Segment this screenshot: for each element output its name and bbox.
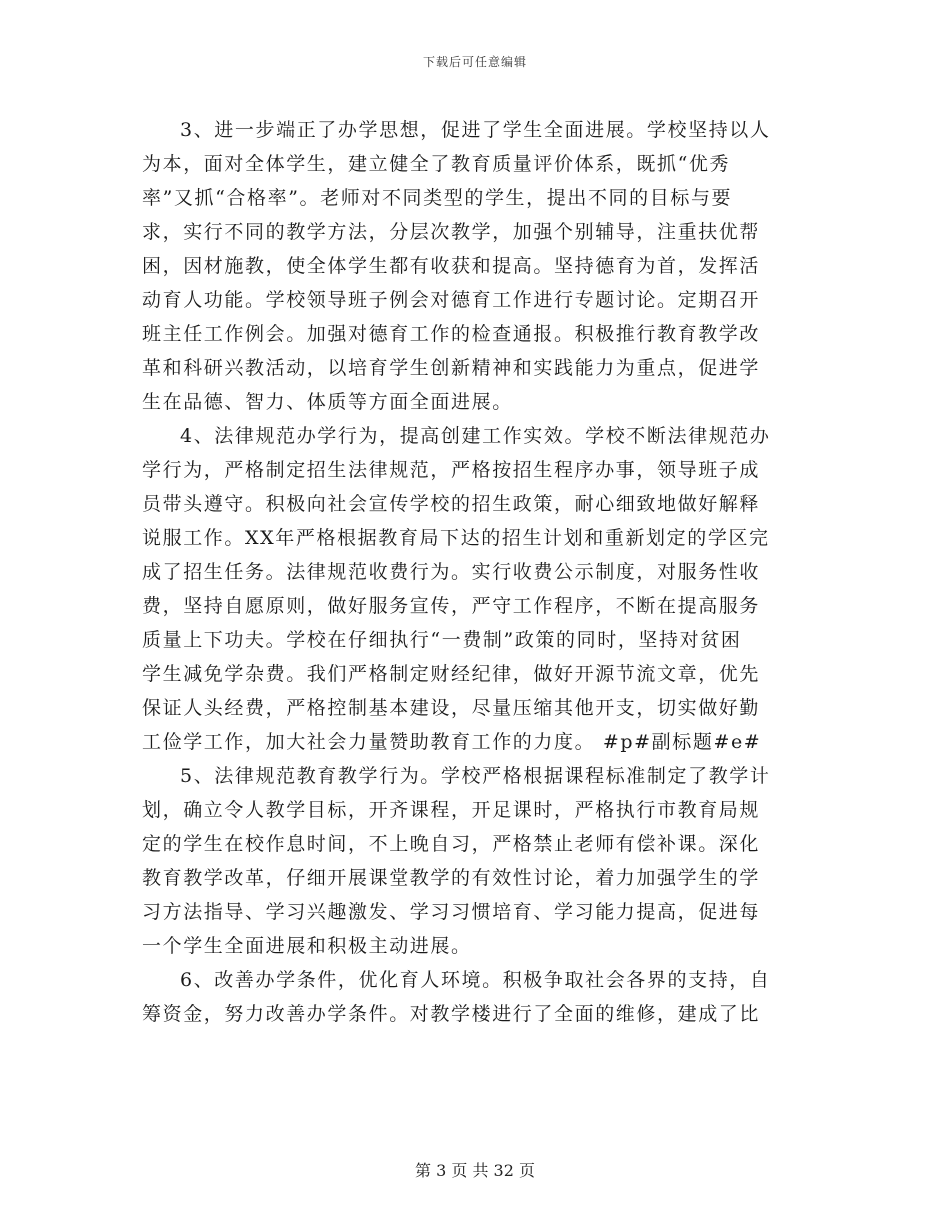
paragraph-line: 生在品德、智力、体质等方面全面进展。 (142, 391, 513, 413)
paragraph-line: 班主任工作例会。加强对德育工作的检查通报。积极推行教育教学改 (142, 323, 761, 345)
paragraph-line: 质量上下功夫。学校在仔细执行“一费制”政策的同时，坚持对贫困 (142, 629, 742, 651)
paragraph-line: 教育教学改革，仔细开展课堂教学的有效性讨论，着力加强学生的学 (142, 867, 761, 889)
paragraph-line: 工俭学工作，加大社会力量赞助教育工作的力度。 #p#副标题#e# (142, 731, 762, 753)
paragraph-first-line: 4、法律规范办学行为，提高创建工作实效。学校不断法律规范办 (180, 425, 771, 447)
paragraph-first-line: 3、进一步端正了办学思想，促进了学生全面进展。学校坚持以人 (180, 119, 771, 141)
paragraph-line: 成了招生任务。法律规范收费行为。实行收费公示制度，对服务性收 (142, 561, 761, 583)
paragraph-line: 学生减免学杂费。我们严格制定财经纪律，做好开源节流文章，优先 (142, 663, 761, 685)
paragraph-line: 革和科研兴教活动，以培育学生创新精神和实践能力为重点，促进学 (142, 357, 761, 379)
paragraph-line: 学行为，严格制定招生法律规范，严格按招生程序办事，领导班子成 (142, 459, 761, 481)
paragraph-line: 求，实行不同的教学方法，分层次教学，加强个别辅导，注重扶优帮 (142, 221, 761, 243)
paragraph-line: 说服工作。XX年严格根据教育局下达的招生计划和重新划定的学区完 (142, 527, 770, 549)
page-number: 第 3 页 共 32 页 (415, 1161, 535, 1180)
paragraph-line: 率”又抓“合格率”。老师对不同类型的学生，提出不同的目标与要 (142, 187, 733, 209)
paragraph-line: 保证人头经费，严格控制基本建设，尽量压缩其他开支，切实做好勤 (142, 697, 761, 719)
paragraph-line: 习方法指导、学习兴趣激发、学习习惯培育、学习能力提高，促进每 (142, 901, 761, 923)
header-note: 下载后可任意编辑 (422, 55, 527, 69)
paragraph-line: 费，坚持自愿原则，做好服务宣传，严守工作程序，不断在提高服务 (142, 595, 761, 617)
paragraph-line: 筹资金，努力改善办学条件。对教学楼进行了全面的维修，建成了比 (142, 1003, 761, 1025)
paragraph-first-line: 5、法律规范教育教学行为。学校严格根据课程标准制定了教学计 (180, 765, 771, 787)
paragraph-line: 动育人功能。学校领导班子例会对德育工作进行专题讨论。定期召开 (142, 289, 761, 311)
document-body (142, 113, 800, 1031)
paragraph-line: 划，确立令人教学目标，开齐课程，开足课时，严格执行市教育局规 (142, 799, 761, 821)
paragraph-line: 员带头遵守。积极向社会宣传学校的招生政策，耐心细致地做好解释 (142, 493, 761, 515)
paragraph-first-line: 6、改善办学条件，优化育人环境。积极争取社会各界的支持，自 (180, 969, 771, 991)
paragraph-line: 为本，面对全体学生，建立健全了教育质量评价体系，既抓“优秀 (142, 153, 731, 175)
paragraph-line: 定的学生在校作息时间，不上晚自习，严格禁止老师有偿补课。深化 (142, 833, 761, 855)
paragraph-line: 一个学生全面进展和积极主动进展。 (142, 935, 472, 957)
paragraph-line: 困，因材施教，使全体学生都有收获和提高。坚持德育为首，发挥活 (142, 255, 761, 277)
